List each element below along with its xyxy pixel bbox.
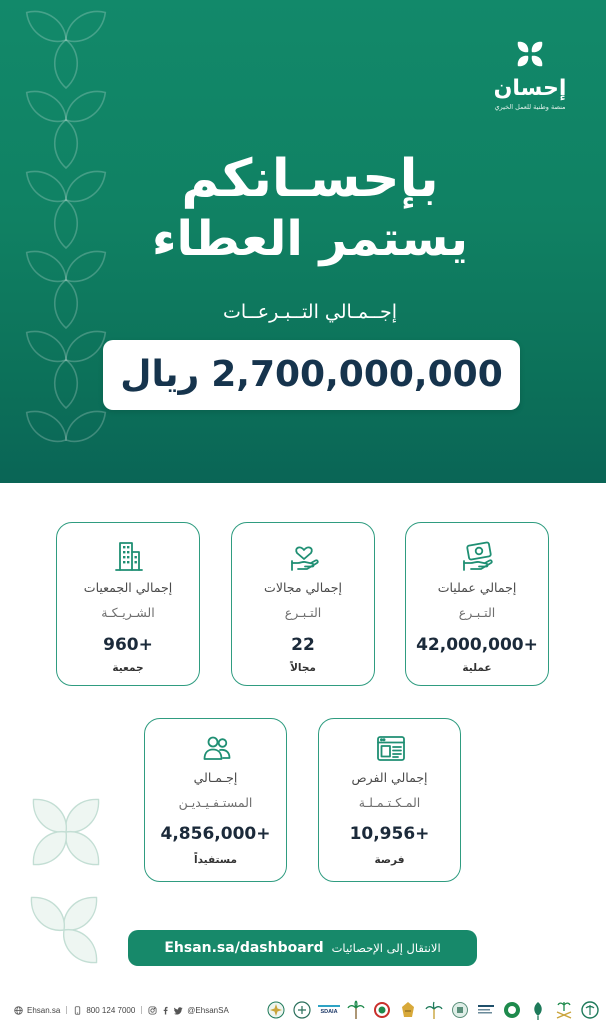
ehsan-logo: [486, 30, 574, 114]
stat-title: إجمالي الجمعيات: [83, 580, 173, 595]
stat-value: 4,856,000+: [160, 824, 271, 844]
stat-unit: فرصة: [374, 854, 405, 866]
stat-subtitle: المستـفـيـديـن: [178, 795, 253, 810]
stat-unit: مستفيداً: [194, 854, 237, 866]
hand-heart-icon: [287, 539, 321, 573]
stat-card-donation-operations: [405, 522, 549, 686]
logo-name: إحسان: [493, 76, 567, 101]
stat-value: 22: [291, 635, 315, 655]
footer-website-link[interactable]: Ehsan.sa: [27, 1005, 61, 1015]
leaf-shape: [60, 83, 112, 129]
footer-divider: [66, 1006, 67, 1014]
leaf-shape: [20, 83, 72, 129]
twitter-icon[interactable]: [174, 1006, 183, 1015]
partner-logo: [346, 999, 366, 1021]
stat-subtitle: التـبـرع: [458, 605, 496, 620]
building-icon: [112, 539, 146, 573]
total-donations-currency: ريال: [120, 354, 200, 395]
partner-logo: [580, 999, 600, 1021]
stat-unit: عملية: [462, 662, 492, 674]
cash-hand-icon: [461, 539, 495, 573]
footer-divider: [141, 1006, 142, 1014]
partner-logo: [424, 999, 444, 1021]
total-donations-label: إجــمـالي التــبـرعــات: [222, 301, 398, 323]
partner-logo: [554, 999, 574, 1021]
stat-value: 960+: [103, 635, 153, 655]
partner-logo-sdaia: SDAIA: [318, 1005, 340, 1016]
partner-logo: [292, 999, 312, 1021]
footer-social-handle[interactable]: @EhsanSA: [187, 1005, 229, 1015]
stat-title: إجـمـالي: [193, 770, 238, 785]
leaf-pattern: [8, 780, 128, 970]
dashboard-url: Ehsan.sa/dashboard: [164, 940, 324, 956]
partner-logo: [266, 999, 286, 1021]
leaf-shape: [20, 403, 72, 449]
hero-title-line1: بإحسـانكم: [181, 149, 439, 209]
four-leaf-logo-icon: [512, 36, 548, 72]
partner-logo: [502, 999, 522, 1021]
instagram-icon[interactable]: [148, 1006, 157, 1015]
stat-card-partner-associations: [56, 522, 200, 686]
stat-unit: جمعية: [112, 662, 144, 674]
stat-subtitle: التـبـرع: [284, 605, 322, 620]
stat-value: 42,000,000+: [416, 635, 538, 655]
dashboard-link-button[interactable]: [128, 930, 477, 966]
phone-icon: [73, 1006, 82, 1015]
hero-title-line2: يستمر العطاء: [151, 211, 469, 267]
globe-icon: [14, 1006, 23, 1015]
stat-value: 10,956+: [349, 824, 430, 844]
leaf-shape: [20, 323, 72, 369]
partner-logo: [398, 999, 418, 1021]
leaf-shape: [60, 3, 112, 49]
partner-logo: [476, 999, 496, 1021]
stat-card-completed-opportunities: [318, 718, 461, 882]
hero-banner: [0, 0, 606, 483]
leaf-shape: [55, 40, 78, 88]
partner-logos: [266, 998, 600, 1022]
stat-subtitle: المـكـتـمـلـة: [358, 795, 421, 810]
total-donations-value: 2,700,000,000: [211, 354, 503, 395]
stat-title: إجمالي الفرص: [351, 770, 428, 785]
browser-window-icon: [374, 732, 408, 766]
stat-card-beneficiaries: [144, 718, 287, 882]
leaf-shape: [55, 360, 78, 408]
leaf-shape: [60, 403, 112, 449]
stat-title: إجمالي عمليات: [437, 580, 517, 595]
total-donations-box: [103, 340, 520, 410]
partner-logo: [372, 999, 392, 1021]
stat-title: إجمالي مجالات: [264, 580, 342, 595]
leaf-shape: [20, 3, 72, 49]
stat-unit: مجالاً: [290, 662, 316, 674]
stat-subtitle: الشـريـكـة: [101, 605, 155, 620]
logo-tagline: منصة وطنية للعمل الخيري: [494, 103, 566, 111]
dashboard-link-label: الانتقال إلى الإحصائيات: [331, 941, 441, 955]
partner-logo: [528, 999, 548, 1021]
facebook-icon[interactable]: [161, 1006, 170, 1015]
people-icon: [200, 732, 234, 766]
stat-card-donation-fields: [231, 522, 375, 686]
partner-logo: [450, 999, 470, 1021]
footer-contacts: [14, 1004, 229, 1016]
footer-phone[interactable]: 800 124 7000: [86, 1005, 136, 1015]
